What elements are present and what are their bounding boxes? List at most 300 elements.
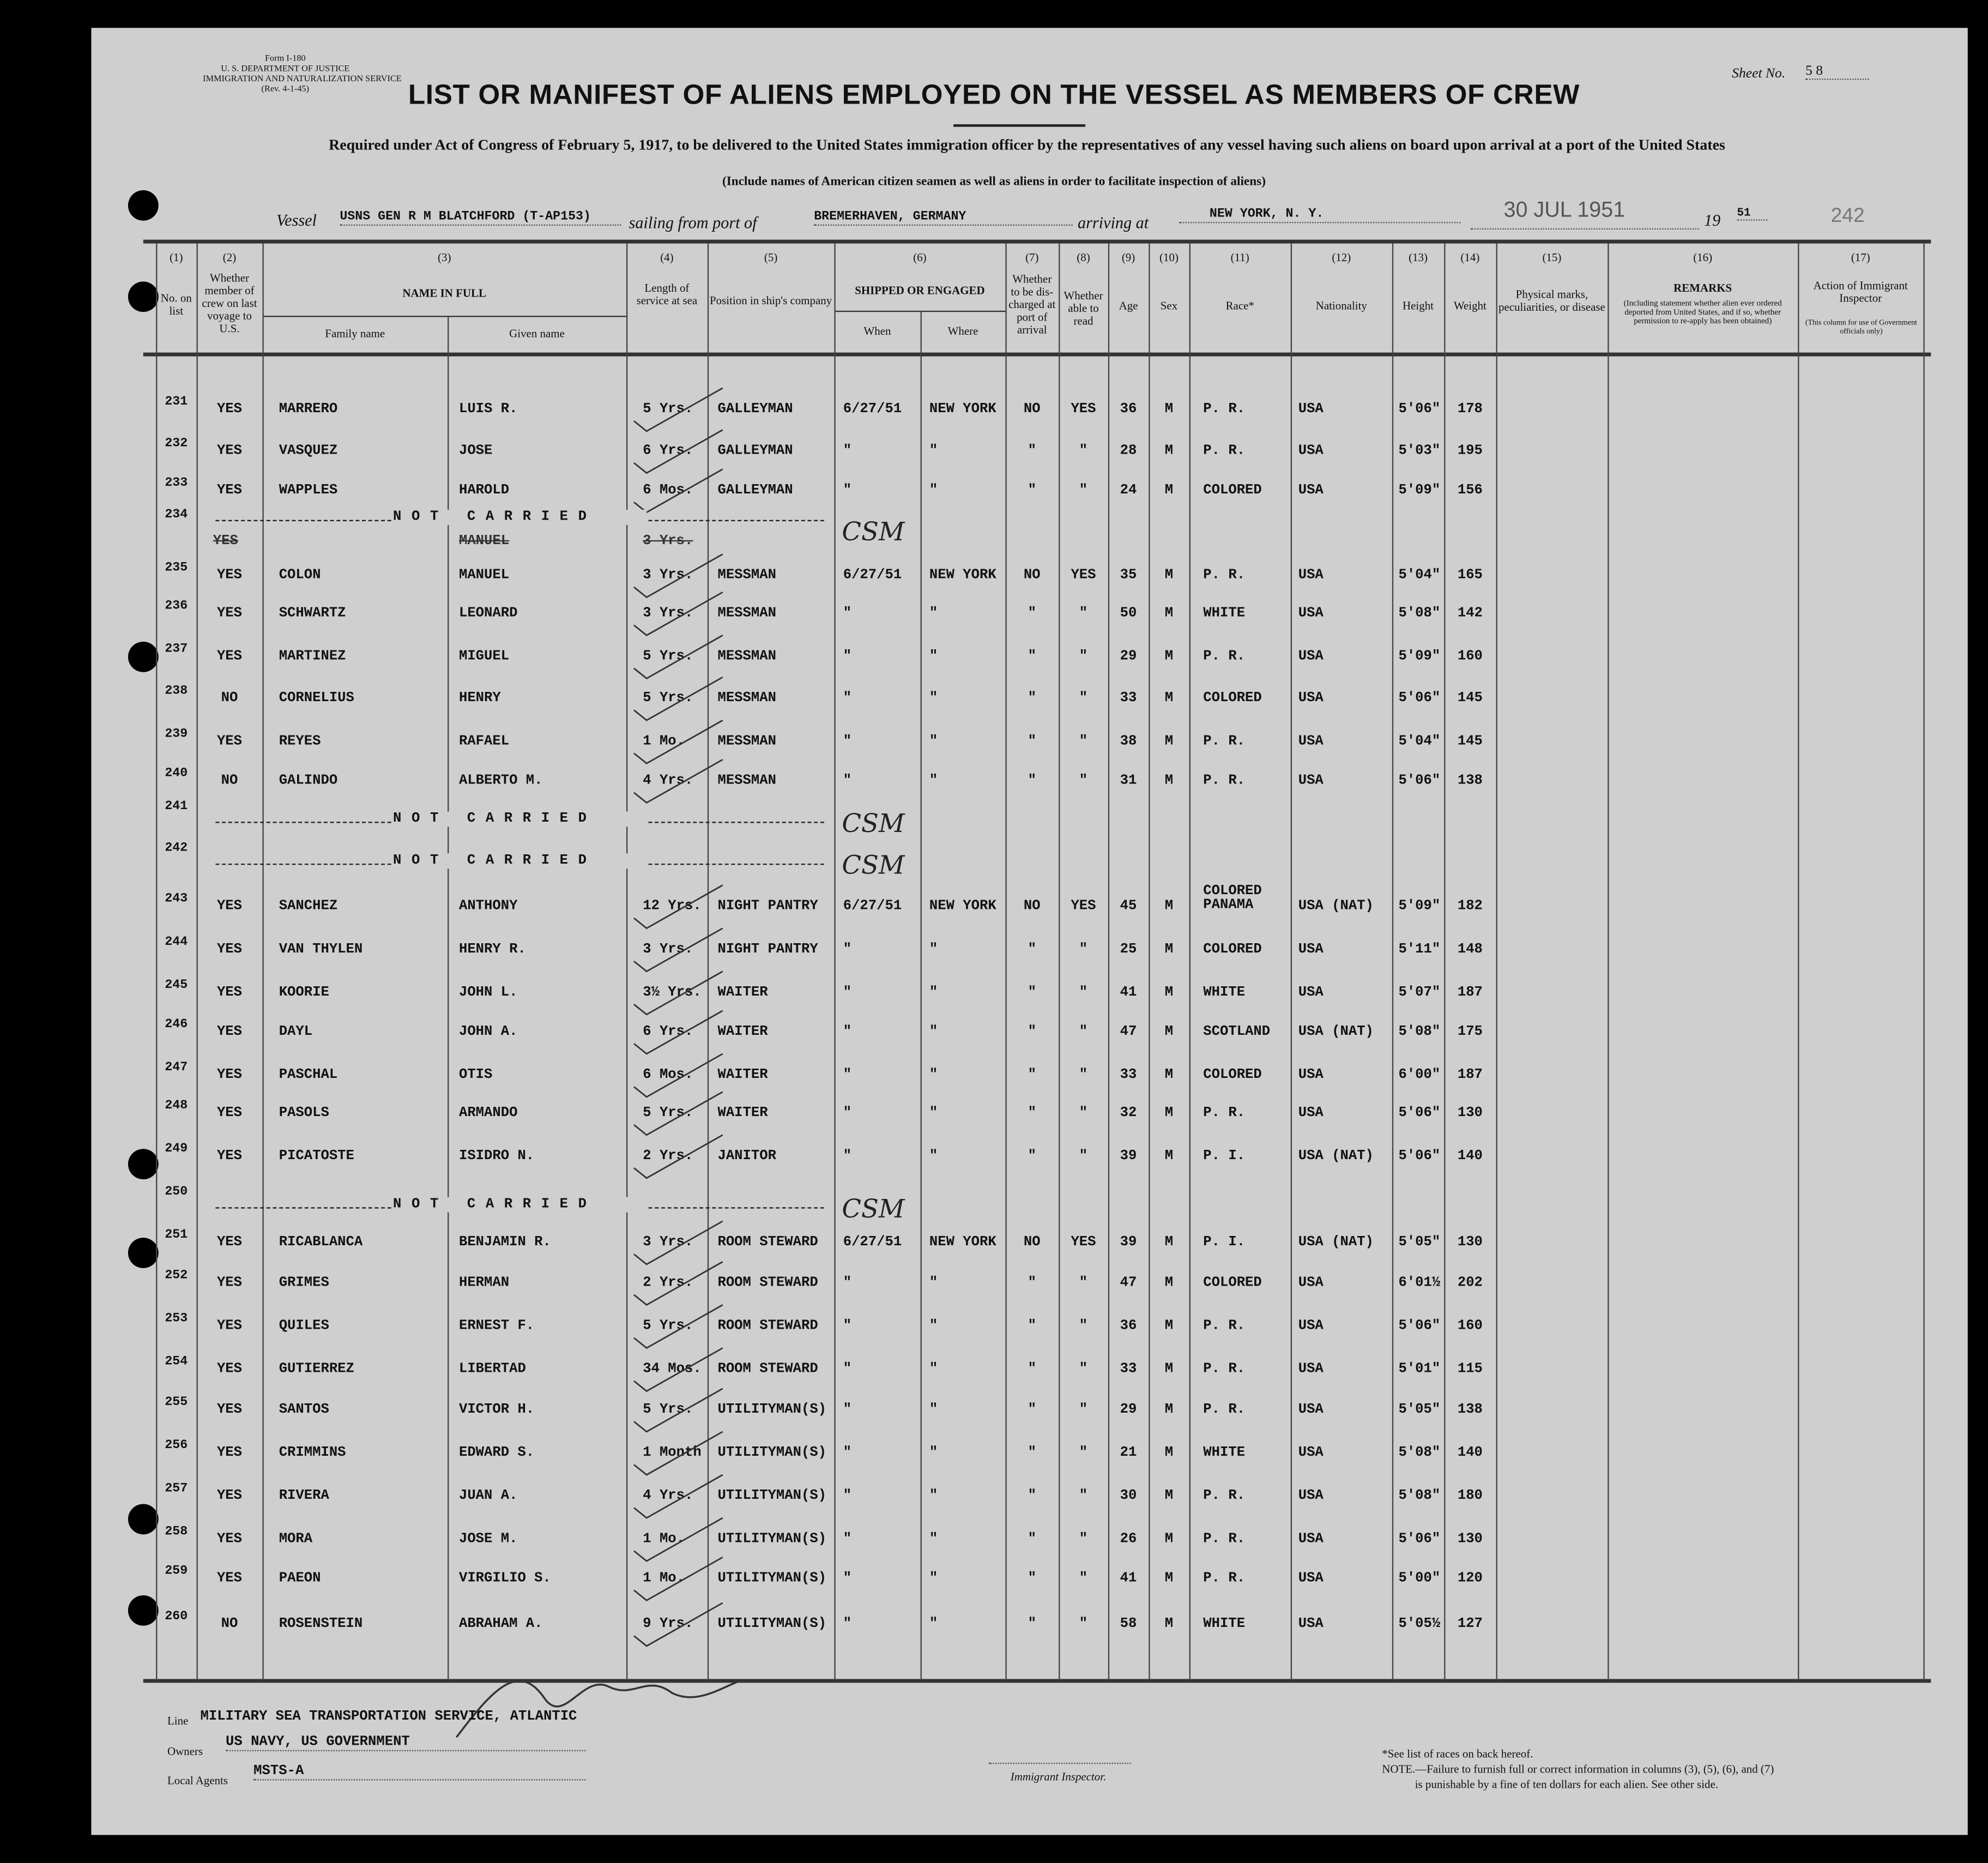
check-mark-icon [626,755,728,805]
sex-cell: M [1164,649,1174,665]
crew-cell: YES [216,444,243,459]
height-cell: 5'06" [1398,691,1441,707]
height-cell: 5'06" [1398,1106,1441,1122]
weight-cell: 182 [1457,899,1483,914]
check-mark-icon [626,1130,728,1180]
discharged-cell: NO [1023,1235,1041,1251]
nationality-cell: USA [1298,1445,1324,1461]
weight-cell: 145 [1457,734,1483,750]
sailing-label: sailing from port of [629,213,757,232]
age-cell: 25 [1120,942,1137,958]
row-number: 231 [165,395,188,410]
nationality-cell: USA [1298,1617,1324,1632]
age-cell: 41 [1120,1571,1137,1587]
when-cell: " [843,691,852,707]
family-cell: VASQUEZ [279,444,338,459]
agents-label: Local Agents [167,1774,228,1787]
height-cell: 5'08" [1398,606,1441,622]
crew-cell: YES [216,1275,243,1291]
sex-cell: M [1164,1445,1174,1461]
column-rule [1798,244,1799,1680]
form-note: (Include names of American citizen seamen as well as aliens in order to facilitate inspection of aliens) [722,174,1266,189]
column-number: (6) [913,251,927,264]
race-cell: COLORED [1203,1275,1262,1291]
row-number: 238 [165,684,188,699]
height-cell: 5'11" [1398,942,1441,958]
nationality-cell: USA (NAT) [1298,1024,1374,1040]
discharged-cell: " [1028,1275,1036,1291]
row-number: 243 [165,893,188,907]
age-cell: 58 [1120,1617,1137,1632]
sex-cell: M [1164,1275,1174,1291]
height-cell: 5'07" [1398,985,1441,1001]
height-cell: 5'01" [1398,1362,1441,1377]
date-stamp: 30 JUL 1951 [1503,197,1626,222]
nationality-cell: USA [1298,402,1324,418]
where-cell: " [929,1106,938,1122]
read-cell: " [1079,1106,1088,1122]
row-number: 248 [165,1099,188,1114]
sex-cell: M [1164,1149,1174,1165]
given-cell: ERNEST F. [458,1318,535,1334]
sex-cell: M [1164,1318,1174,1334]
crew-cell: YES [216,606,243,622]
punch-hole [128,1595,159,1626]
punch-hole [128,281,159,312]
discharged-cell: " [1028,483,1036,499]
port-to: NEW YORK, N. Y. [1179,208,1460,223]
position-cell: WAITER [717,985,768,1001]
race-cell: P. R. [1203,568,1246,583]
weight-cell: 138 [1457,773,1483,789]
position-cell: NIGHT PANTRY [717,942,818,958]
age-cell: 31 [1120,773,1137,789]
family-cell: CORNELIUS [279,691,354,707]
nationality-cell: USA [1298,1488,1324,1504]
family-cell: GRIMES [279,1275,329,1291]
column-number: (13) [1409,251,1428,264]
check-mark-icon [626,464,728,515]
given-cell: LIBERTAD [458,1362,526,1377]
weight-cell: 175 [1457,1024,1483,1040]
position-cell: NIGHT PANTRY [717,899,818,914]
crew-cell: YES [216,568,243,583]
discharged-cell: " [1028,606,1036,622]
family-cell: WAPPLES [279,483,338,499]
given-cell: ABRAHAM A. [458,1617,543,1632]
position-cell: UTILITYMAN(S) [717,1571,827,1587]
sex-cell: M [1164,942,1174,958]
length-cell: 5 Yrs. [643,402,693,418]
crew-cell: YES [216,1149,243,1165]
column-header: Sex [1160,299,1178,312]
position-cell: MESSMAN [717,773,776,789]
age-cell: 21 [1120,1445,1137,1461]
column-number: (1) [170,251,183,264]
form-revision: (Rev. 4-1-45) [261,83,310,94]
column-header: No. on list [160,291,192,317]
when-cell: 6/27/51 [843,899,902,914]
discharged-cell: NO [1023,568,1041,583]
discharged-cell: " [1028,773,1036,789]
column-header-given-name: Given name [509,327,565,340]
column-rule [1189,244,1191,1680]
crew-cell: YES [216,985,243,1001]
discharged-cell: " [1028,1149,1036,1165]
sex-cell: M [1164,606,1174,622]
form-subtitle: Required under Act of Congress of February 5, 1917, to be delivered to the United States immigration officer by the representatives of any vessel having such aliens on board upon arrival at a port of the United States [329,135,1725,154]
column-rule [1291,244,1292,1680]
row-number: 234 [165,508,188,523]
family-cell: KOORIE [279,985,329,1001]
length-cell: 34 Mos. [643,1362,702,1377]
column-header: Whether able to read [1064,289,1103,328]
given-cell: JOHN L. [458,985,518,1001]
column-rule [156,244,157,1680]
column-rule [834,244,835,1680]
crew-cell: YES [216,1571,243,1587]
family-cell: ROSENSTEIN [279,1617,363,1632]
sheet-label: Sheet No. [1732,65,1786,81]
when-cell: " [843,606,852,622]
races-note: *See list of races on back hereof. [1382,1747,1533,1760]
sex-cell: M [1164,444,1174,459]
row-number: 259 [165,1565,188,1579]
given-cell: MIGUEL [458,649,510,665]
row-number: 244 [165,936,188,950]
crew-cell: YES [216,483,243,499]
length-cell: 1 Month [643,1445,702,1461]
position-cell: MESSMAN [717,606,776,622]
where-cell: " [929,649,938,665]
age-cell: 28 [1120,444,1137,459]
discharged-cell: NO [1023,899,1041,914]
agency-name: U. S. DEPARTMENT OF JUSTICE [221,63,350,74]
family-cell: QUILES [279,1318,329,1334]
given-cell: MANUEL [458,568,510,583]
nationality-cell: USA [1298,1532,1324,1547]
race-cell: COLORED [1203,942,1262,958]
length-cell: 4 Yrs. [643,1488,693,1504]
nationality-cell: USA [1298,444,1324,459]
nationality-cell: USA [1298,1318,1324,1334]
height-cell: 5'08" [1398,1488,1441,1504]
read-cell: " [1079,1617,1088,1632]
row-number: 246 [165,1018,188,1033]
when-cell: " [843,1024,852,1040]
penalty-note-1: NOTE.—Failure to furnish full or correct information in columns (3), (5), (6), and (7) [1382,1763,1774,1776]
read-cell: " [1079,1532,1088,1547]
punch-hole [128,1504,159,1535]
crew-cell: YES [216,1445,243,1461]
row-number: 233 [165,477,188,491]
weight-cell: 160 [1457,1318,1483,1334]
nationality-cell: USA (NAT) [1298,1235,1374,1251]
nationality-cell: USA [1298,985,1324,1001]
weight-cell: 187 [1457,985,1483,1001]
height-cell: 5'06" [1398,773,1441,789]
sex-cell: M [1164,1402,1174,1418]
crew-cell: YES [216,1024,243,1040]
height-cell: 5'06" [1398,1318,1441,1334]
length-cell: 5 Yrs. [643,691,693,707]
race-cell: P. R. [1203,734,1246,750]
where-cell: " [929,1149,938,1165]
race-cell: COLORED PANAMA [1203,884,1262,913]
family-cell: PASCHAL [279,1068,338,1083]
position-cell: MESSMAN [717,691,776,707]
sex-cell: M [1164,1362,1174,1377]
remarks-instructions: (Including statement whether alien ever ordered deported from United States, and if so, whether permission to re-apply has been obtained) [1623,299,1782,326]
when-cell: " [843,1275,852,1291]
height-cell: 5'03" [1398,444,1441,459]
position-cell: JANITOR [717,1149,776,1165]
punch-hole [128,190,159,221]
position-cell: UTILITYMAN(S) [717,1617,827,1632]
position-cell: WAITER [717,1024,768,1040]
column-rule [1496,244,1497,1680]
position-cell: GALLEYMAN [717,483,793,499]
discharged-cell: " [1028,1106,1036,1122]
race-cell: WHITE [1203,606,1246,622]
position-cell: ROOM STEWARD [717,1362,818,1377]
given-cell: HENRY R. [458,942,526,958]
nationality-cell: USA [1298,1106,1324,1122]
not-carried-text: NOT CARRIED [393,853,646,869]
column-header: Whether to be dis-charged at port of arrival [1008,273,1056,336]
sheet-number: 5 8 [1805,63,1869,80]
penalty-note-2: is punishable by a fine of ten dollars for each alien. See other side. [1415,1777,1719,1791]
length-cell: 2 Yrs. [643,1275,693,1291]
position-cell: UTILITYMAN(S) [717,1532,827,1547]
weight-cell: 165 [1457,568,1483,583]
nationality-cell: USA [1298,1402,1324,1418]
nationality-cell: USA [1298,1275,1324,1291]
sex-cell: M [1164,483,1174,499]
height-cell: 5'05" [1398,1235,1441,1251]
sex-cell: M [1164,1024,1174,1040]
column-rule [262,244,263,1680]
punch-hole [128,1238,159,1268]
not-carried-text: NOT CARRIED [393,510,646,525]
height-cell: 5'08" [1398,1024,1441,1040]
weight-cell: 142 [1457,606,1483,622]
punch-hole [128,642,159,672]
inspector-initials: CSM [842,807,905,839]
family-cell: PICATOSTE [279,1149,354,1165]
weight-cell: 140 [1457,1149,1483,1165]
nationality-cell: USA (NAT) [1298,899,1374,914]
form-number: Form I-180 [265,53,306,64]
column-number: (2) [222,251,237,264]
where-cell: " [929,1318,938,1334]
read-cell: YES [1071,1235,1096,1251]
age-cell: 47 [1120,1024,1137,1040]
family-cell: CRIMMINS [279,1445,346,1461]
crew-cell: YES [216,1106,243,1122]
punch-hole [128,1149,159,1179]
line-label: Line [167,1714,189,1727]
where-cell: " [929,1488,938,1504]
weight-cell: 130 [1457,1235,1483,1251]
discharged-cell: " [1028,649,1036,665]
race-cell: P. R. [1203,1488,1246,1504]
nationality-cell: USA [1298,649,1324,665]
race-cell: P. R. [1203,773,1246,789]
race-cell: P. R. [1203,1318,1246,1334]
weight-cell: 130 [1457,1106,1483,1122]
age-cell: 36 [1120,1318,1137,1334]
column-header-where: Where [947,324,978,337]
when-cell: " [843,1106,852,1122]
nationality-cell: USA [1298,734,1324,750]
inspector-signature-line [989,1763,1131,1764]
family-cell: PASOLS [279,1106,329,1122]
read-cell: " [1079,1488,1088,1504]
arriving-label: arriving at [1078,213,1149,232]
crew-cell: NO [221,691,238,707]
row-number: 235 [165,562,188,576]
weight-cell: 195 [1457,444,1483,459]
age-cell: 33 [1120,1362,1137,1377]
where-cell: " [929,483,938,499]
column-number: (5) [764,251,778,264]
read-cell: " [1079,773,1088,789]
read-cell: " [1079,1362,1088,1377]
given-cell: VICTOR H. [458,1402,535,1418]
read-cell: " [1079,649,1088,665]
weight-cell: 160 [1457,649,1483,665]
sex-cell: M [1164,1571,1174,1587]
race-cell: P. R. [1203,402,1246,418]
column-rule [1608,244,1609,1680]
family-cell: SCHWARTZ [279,606,346,622]
read-cell: " [1079,1068,1088,1083]
given-cell: EDWARD S. [458,1445,535,1461]
family-cell: COLON [279,568,321,583]
where-cell: " [929,444,938,459]
column-header-when: When [863,324,891,337]
height-cell: 5'09" [1398,649,1441,665]
owners-value: US NAVY, US GOVERNMENT [226,1735,586,1751]
where-cell: " [929,1571,938,1587]
when-cell: " [843,1402,852,1418]
given-cell: ISIDRO N. [458,1149,535,1165]
given-cell: OTIS [458,1068,493,1083]
read-cell: " [1079,1318,1088,1334]
discharged-cell: " [1028,1362,1036,1377]
height-cell: 5'08" [1398,1445,1441,1461]
row-number: 232 [165,437,188,452]
age-cell: 38 [1120,734,1137,750]
crew-cell: YES [216,649,243,665]
family-cell: VAN THYLEN [279,942,363,958]
discharged-cell: " [1028,1318,1036,1334]
where-cell: " [929,691,938,707]
nationality-cell: USA [1298,691,1324,707]
where-cell: " [929,773,938,789]
crew-cell: NO [221,773,238,789]
read-cell: YES [1071,899,1096,914]
crew-cell: YES [216,1235,243,1251]
row-number: 251 [165,1228,188,1243]
family-cell: MARRERO [279,402,338,418]
when-cell: " [843,1488,852,1504]
family-cell: MORA [279,1532,313,1547]
family-cell: SANTOS [279,1402,329,1418]
row-number: 260 [165,1610,188,1625]
given-name: MANUEL [458,534,510,550]
position-cell: WAITER [717,1068,768,1083]
weight-cell: 156 [1457,483,1483,499]
discharged-cell: " [1028,444,1036,459]
read-cell: " [1079,1571,1088,1587]
age-cell: 24 [1120,483,1137,499]
column-rule [921,312,922,1680]
column-number: (10) [1159,251,1179,264]
discharged-cell: " [1028,985,1036,1001]
position-cell: UTILITYMAN(S) [717,1445,827,1461]
age-cell: 33 [1120,691,1137,707]
column-number: (17) [1851,251,1870,264]
height-cell: 5'05" [1398,1402,1441,1418]
position-cell: ROOM STEWARD [717,1318,818,1334]
where-cell: " [929,1617,938,1632]
port-from: BREMERHAVEN, GERMANY [814,210,1072,226]
column-rule [1392,244,1393,1680]
where-cell: NEW YORK [929,1235,996,1251]
nationality-cell: USA [1298,606,1324,622]
column-header: Nationality [1315,299,1367,312]
weight-cell: 120 [1457,1571,1483,1587]
age-cell: 29 [1120,649,1137,665]
sex-cell: M [1164,1488,1174,1504]
header-bottom-rule [143,353,1931,357]
position-cell: MESSMAN [717,649,776,665]
height-cell: 5'06" [1398,402,1441,418]
column-header: REMARKS [1673,281,1732,294]
when-cell: 6/27/51 [843,402,902,418]
read-cell: " [1079,1024,1088,1040]
length-cell: 4 Yrs. [643,773,693,789]
family-cell: REYES [279,734,321,750]
age-cell: 36 [1120,402,1137,418]
weight-cell: 127 [1457,1617,1483,1632]
row-number: 249 [165,1142,188,1157]
not-carried-text: NOT CARRIED [393,812,646,827]
weight-cell: 145 [1457,691,1483,707]
when-cell: 6/27/51 [843,1235,902,1251]
read-cell: " [1079,483,1088,499]
height-cell: 5'09" [1398,899,1441,914]
discharged-cell: NO [1023,402,1041,418]
where-cell: " [929,1445,938,1461]
given-cell: VIRGILIO S. [458,1571,551,1587]
read-cell: " [1079,444,1088,459]
age-cell: 50 [1120,606,1137,622]
age-cell: 35 [1120,568,1137,583]
height-cell: 5'04" [1398,734,1441,750]
where-cell: " [929,1068,938,1083]
height-cell: 5'00" [1398,1571,1441,1587]
date-underline [1471,228,1699,230]
family-cell: MARTINEZ [279,649,346,665]
race-cell: P. R. [1203,1402,1246,1418]
nationality-cell: USA [1298,1068,1324,1083]
nationality-cell: USA [1298,483,1324,499]
inspector-initials: CSM [842,1193,905,1224]
length-cell: 5 Yrs. [643,1402,693,1418]
